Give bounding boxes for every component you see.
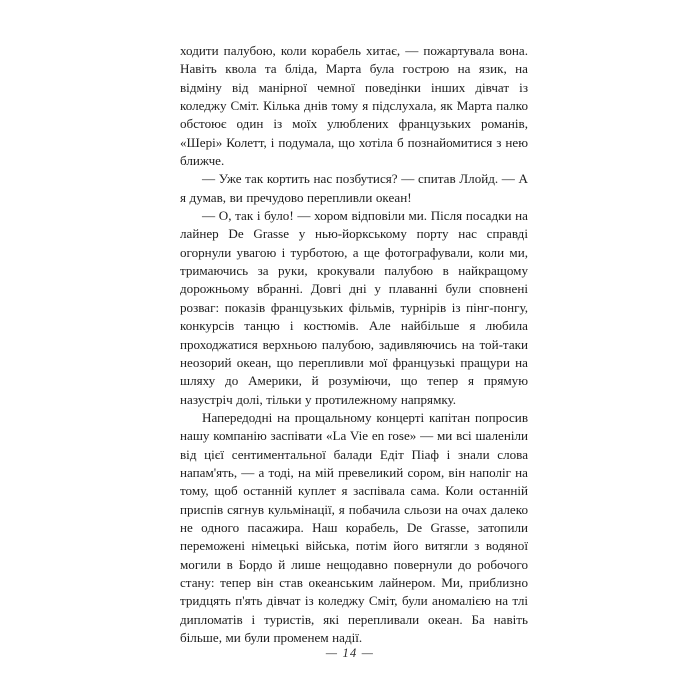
paragraph-voyage: — О, так і було! — хором відповіли ми. Після посадки на лайнер De Grasse у нью-йоркському порту нас справді огорнули увагою і турботою, а ще фотографували, коли ми, тримаючись за руки, крокували палубою в найкращому дорожньому вбранні. Довгі дні у плаванні були сповнені розваг: показів французьких фільмів, турнірів із пінг-понгу, конкурсів танцю і костюмів. Але найбільше я любила проходжатися верхньою палубою, задивляючись на той-таки неозорий океан, що перепливли мої французькі пращури на шляху до Америки, й розуміючи, що тепер я прямую назустріч долі, тільки у протилежному напрямку.	[180, 208, 528, 407]
paragraph-farewell-concert: Напередодні на прощальному концерті капітан попросив нашу компанію заспівати «La Vie en rose» — ми всі шаленіли від цієї сентиментальної балади Едіт Піаф і знали слова напам'ять, — а тоді, на мій превеликий сором, він наполіг на тому, щоб останній куплет я заспівала сама. Коли останній приспів сягнув кульмінації, я побачила сльози на очах далеко не одного пасажира. Наш корабель, De Grasse, затопили переможені німецькі війська, потім його витягли з водяної могили в Бордо й лише нещодавно повернули до робочого стану: тепер він став океанським лайнером. Ми, приблизно тридцять п'ять дівчат із коледжу Сміт, були аномалією на тлі дипломатів і туристів, які перепливали океан. Ба навіть більше, ми були променем надії.	[180, 409, 528, 645]
paragraph-dialogue-lloyd: — Уже так кортить нас позбутися? — спитав Ллойд. — А я думав, ви пречудово перепливли океан!	[180, 171, 528, 205]
paragraph-continuation: ходити палубою, коли корабель хитає, — пожартувала вона. Навіть квола та бліда, Марта була гострою на язик, на відміну від манірної чемної поведінки інших дівчат із коледжу Сміт. Кілька днів тому я підслухала, як Марта палко обстоює один із моїх улюблених французьких романів, «Шері» Колетт, і подумала, що хотіла б познайомитися з нею ближче.	[180, 43, 528, 169]
page-text-body	[180, 42, 528, 647]
page-number: — 14 —	[325, 646, 375, 660]
